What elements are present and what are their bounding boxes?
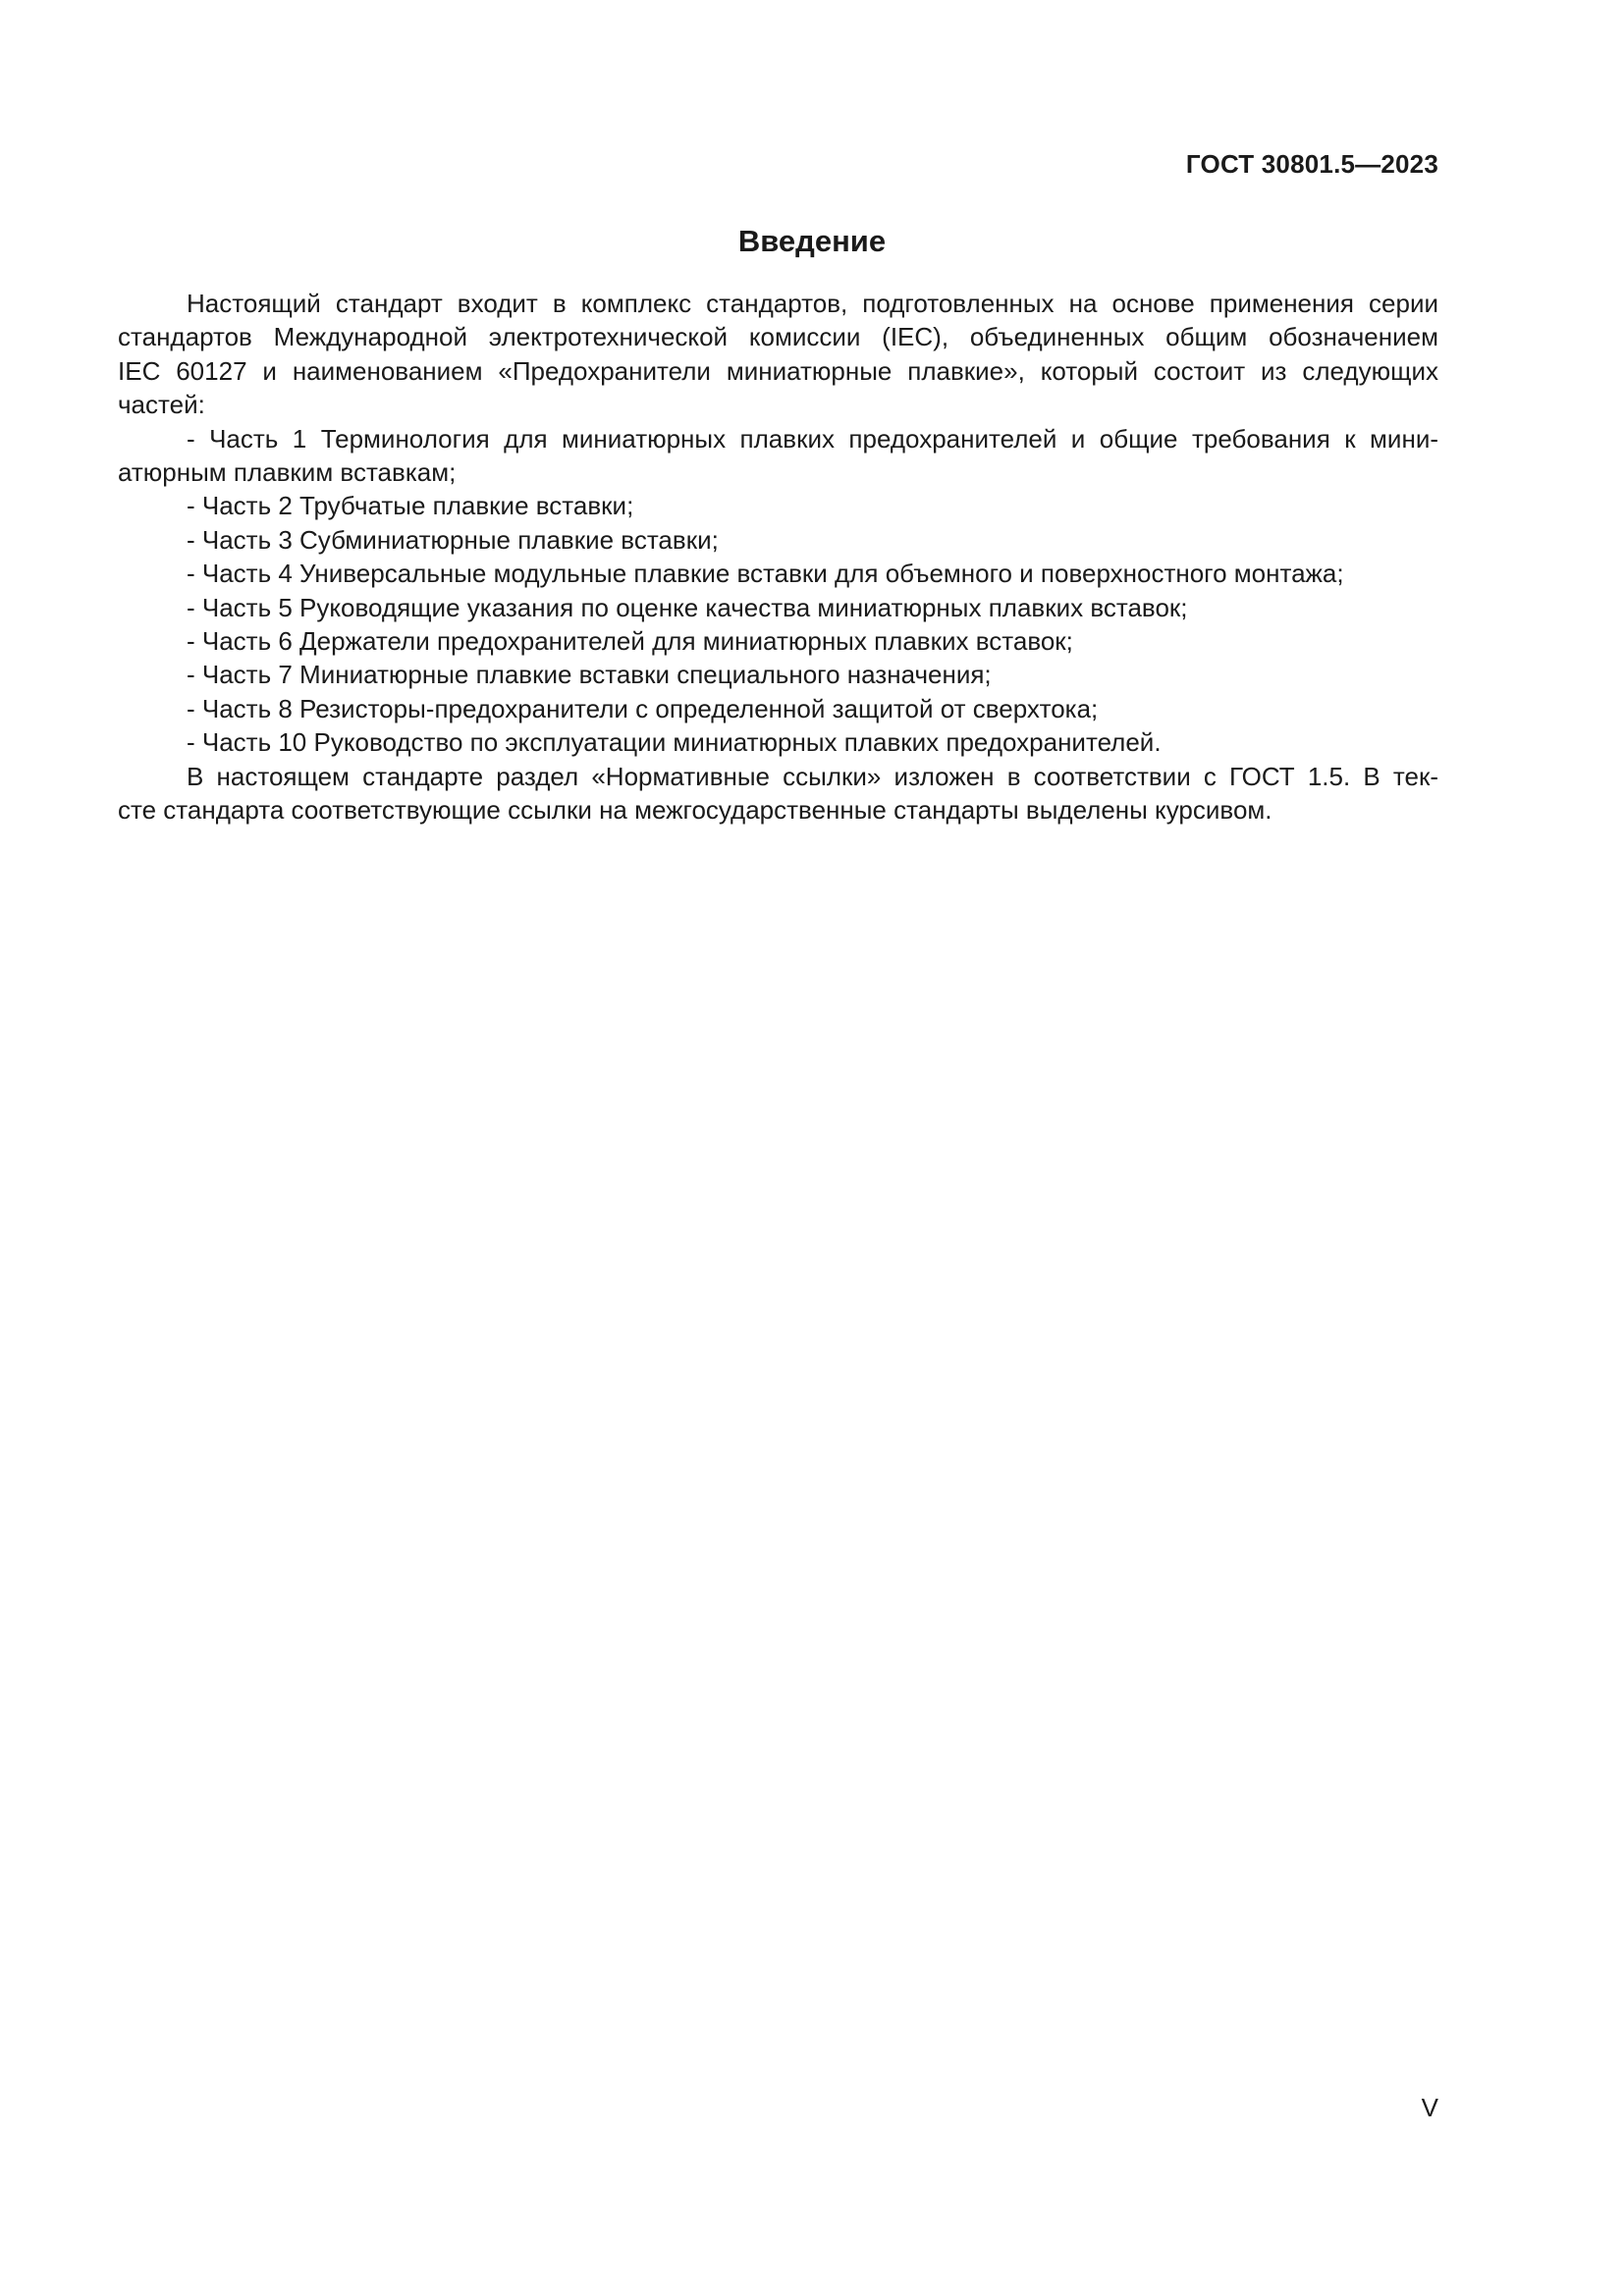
list-item <box>118 422 1438 490</box>
text-line: - Часть 10 Руководство по эксплуатации миниатюрных плавких предохранителей. <box>187 727 1162 758</box>
list-item <box>118 725 1438 759</box>
page-number: V <box>1421 2093 1438 2122</box>
page-title: Введение <box>737 224 887 258</box>
text-line: В настоящем стандарте раздел «Нормативные ссылки» изложен в соответствии с ГОСТ 1.5. В тек- <box>187 761 1438 791</box>
text-line: - Часть 1 Терминология для миниатюрных плавких предохранителей и общие требования к мини- <box>187 423 1438 454</box>
list-item <box>118 624 1438 658</box>
standard-code: ГОСТ 30801.5—2023 <box>1185 149 1438 179</box>
list-item <box>118 591 1438 624</box>
text-line: IEC 60127 и наименованием «Предохранители миниатюрные плавкие», который состоит из следующих <box>118 355 1438 386</box>
text-line: сте стандарта соответствующие ссылки на межгосударственные стандарты выделены курсивом. <box>118 795 1272 826</box>
list-item <box>118 692 1438 725</box>
list-item <box>118 523 1438 557</box>
list-item <box>118 557 1438 590</box>
text-line: - Часть 3 Субминиатюрные плавкие вставки; <box>187 524 719 555</box>
intro-paragraph <box>118 287 1438 422</box>
text-line: - Часть 8 Резисторы-предохранители с определенной защитой от сверхтока; <box>187 693 1099 723</box>
text-line: атюрным плавким вставкам; <box>118 457 457 488</box>
text-line: - Часть 6 Держатели предохранителей для миниатюрных плавких вставок; <box>187 626 1073 657</box>
text-line: стандартов Международной электротехнической комиссии (IEC), объединенных общим обозначением <box>118 322 1438 352</box>
list-item <box>118 489 1438 522</box>
text-line: частей: <box>118 390 205 420</box>
text-line: - Часть 5 Руководящие указания по оценке качества миниатюрных плавких вставок; <box>187 592 1188 622</box>
text-line: - Часть 7 Миниатюрные плавкие вставки специального назначения; <box>187 660 992 690</box>
text-line: Настоящий стандарт входит в комплекс стандартов, подготовленных на основе применения серии <box>187 289 1438 318</box>
list-item <box>118 658 1438 691</box>
parts-list <box>118 422 1438 760</box>
text-line: - Часть 4 Универсальные модульные плавкие вставки для объемного и поверхностного монтажа; <box>187 559 1344 589</box>
closing-paragraph <box>118 760 1438 828</box>
document-body <box>118 287 1438 828</box>
text-line: - Часть 2 Трубчатые плавкие вставки; <box>187 491 634 521</box>
